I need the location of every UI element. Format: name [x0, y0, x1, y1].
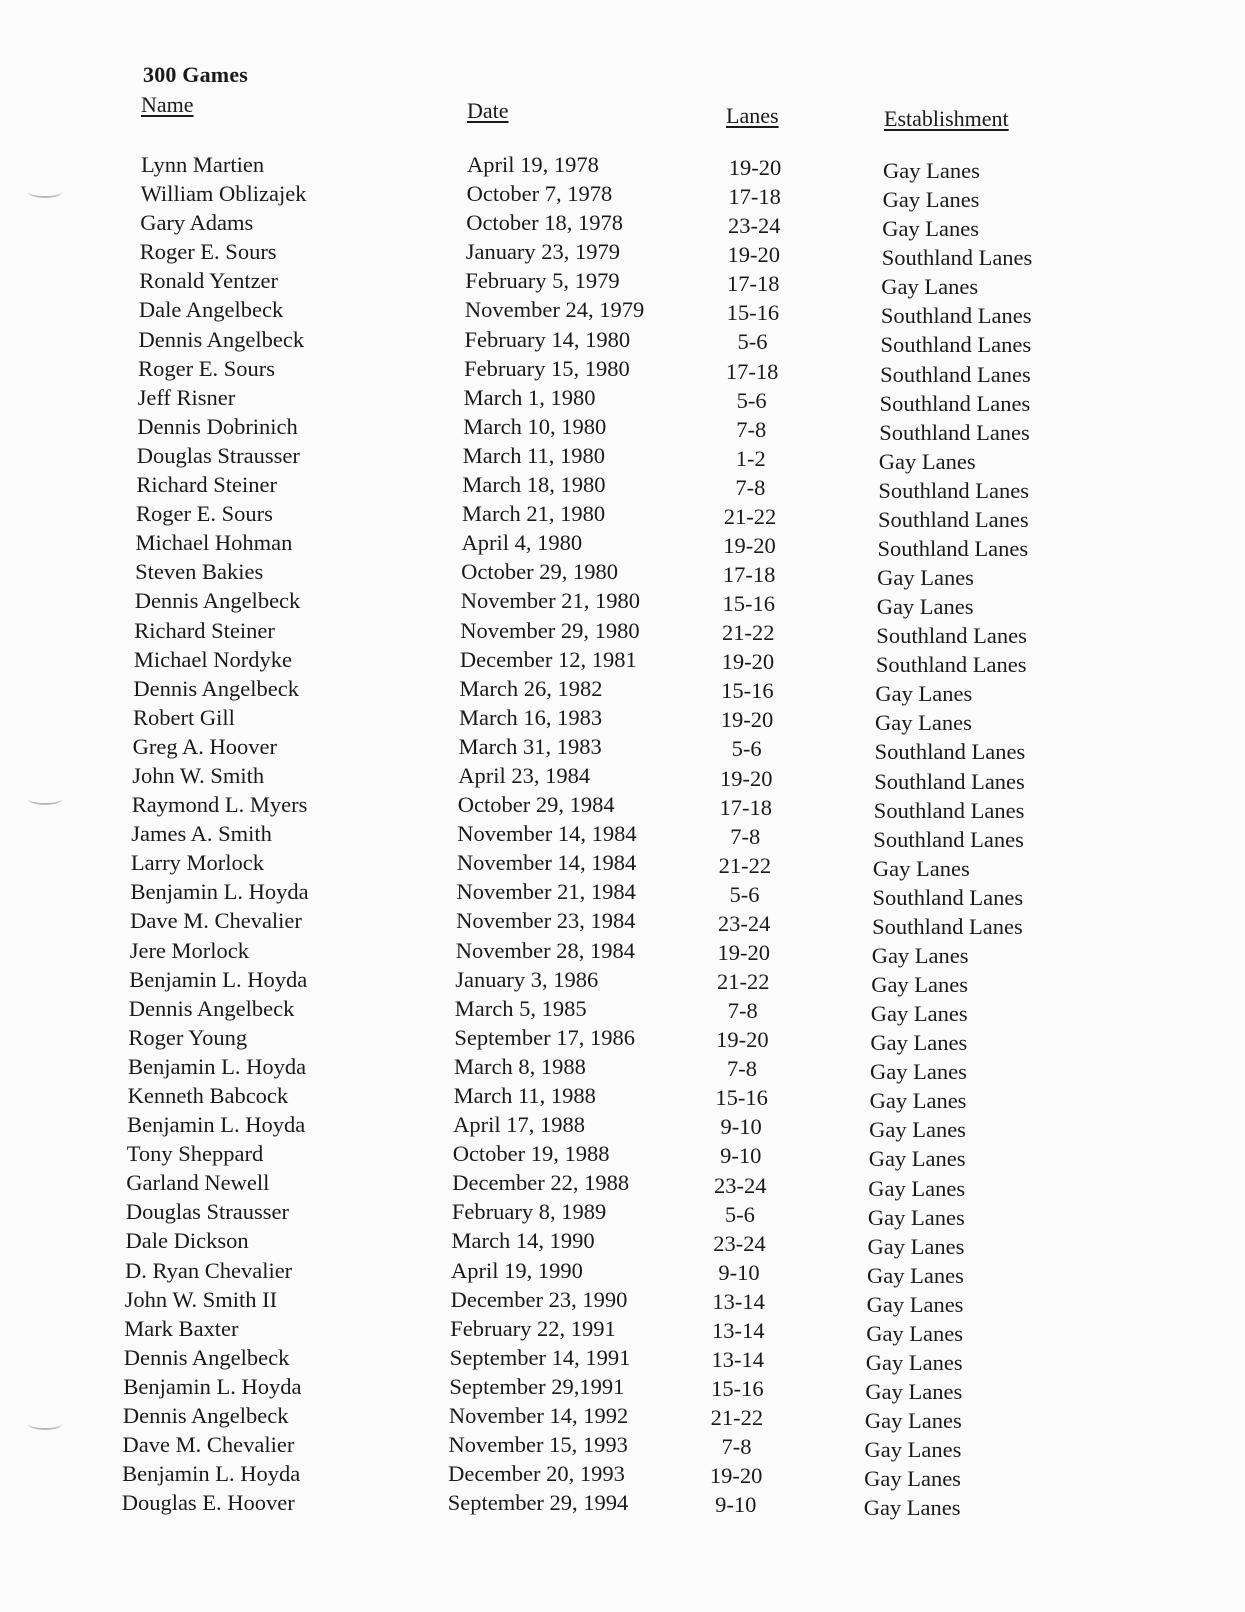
cell-establishment: Southland Lanes — [879, 390, 1031, 416]
cell-date: March 21, 1980 — [462, 501, 606, 527]
cell-name: Benjamin L. Hoyda — [129, 966, 308, 992]
table-row — [0, 354, 1242, 387]
table-row — [0, 732, 1237, 765]
cell-name: Benjamin L. Hoyda — [127, 1112, 306, 1138]
cell-name: Roger E. Sours — [138, 355, 275, 381]
cell-name: Lynn Martien — [141, 152, 265, 177]
cell-name: Roger Young — [128, 1024, 248, 1050]
cell-establishment: Gay Lanes — [865, 1350, 963, 1376]
cell-lanes: 7-8 — [727, 998, 758, 1024]
cell-lanes: 13-14 — [711, 1347, 765, 1373]
cell-name: Michael Hohman — [135, 530, 293, 556]
table-row — [0, 674, 1237, 707]
cell-name: Dave M. Chevalier — [122, 1432, 295, 1458]
cell-name: Mark Baxter — [124, 1315, 239, 1341]
cell-lanes: 19-20 — [709, 1463, 763, 1489]
cell-date: November 21, 1980 — [460, 588, 641, 614]
cell-name: Dennis Angelbeck — [128, 995, 295, 1021]
cell-establishment: Gay Lanes — [882, 216, 980, 242]
cell-lanes: 17-18 — [727, 271, 780, 297]
table-row — [0, 1430, 1227, 1463]
cell-name: William Oblizajek — [140, 181, 307, 207]
cell-establishment: Southland Lanes — [879, 419, 1030, 445]
cell-lanes: 7-8 — [727, 1056, 757, 1082]
table-row — [0, 1139, 1231, 1172]
column-header-lanes: Lanes — [726, 103, 779, 128]
table-row — [0, 412, 1241, 445]
table-row — [0, 528, 1240, 561]
cell-date: December 23, 1990 — [450, 1286, 628, 1312]
cell-establishment: Southland Lanes — [878, 506, 1029, 532]
cell-date: February 15, 1980 — [464, 355, 630, 381]
cell-establishment: Gay Lanes — [876, 594, 974, 620]
cell-establishment: Southland Lanes — [880, 361, 1031, 387]
table-row — [0, 1023, 1232, 1056]
cell-name: Benjamin L. Hoyda — [128, 1053, 307, 1079]
column-header-name: Name — [141, 92, 194, 117]
table-row — [0, 470, 1240, 503]
cell-date: March 11, 1988 — [453, 1083, 596, 1108]
table-row — [0, 208, 1244, 242]
cell-date: March 5, 1985 — [454, 995, 587, 1021]
cell-name: Benjamin L. Hoyda — [130, 879, 309, 905]
cell-name: John W. Smith II — [124, 1286, 278, 1312]
cell-date: October 19, 1988 — [452, 1141, 610, 1167]
cell-name: Dennis Angelbeck — [123, 1344, 290, 1370]
table-row — [0, 441, 1241, 474]
cell-lanes: 23-24 — [727, 213, 781, 239]
cell-lanes: 5-6 — [731, 736, 762, 762]
cell-date: October 29, 1984 — [457, 792, 615, 818]
table-row — [0, 1343, 1228, 1376]
cell-date: October 29, 1980 — [461, 559, 618, 585]
cell-establishment: Southland Lanes — [873, 826, 1024, 852]
cell-lanes: 15-16 — [722, 591, 775, 617]
cell-name: Roger E. Sours — [139, 239, 277, 265]
cell-date: September 17, 1986 — [454, 1024, 635, 1050]
cell-lanes: 17-18 — [728, 184, 781, 210]
cell-date: February 5, 1979 — [465, 268, 620, 294]
cell-date: November 23, 1984 — [456, 908, 636, 934]
cell-establishment: Gay Lanes — [875, 710, 972, 736]
table-row — [0, 1488, 1226, 1521]
cell-establishment: Gay Lanes — [878, 448, 976, 474]
cell-date: March 11, 1980 — [462, 442, 606, 468]
cell-date: February 14, 1980 — [464, 326, 631, 352]
cell-lanes: 5-6 — [736, 387, 767, 413]
games-table — [0, 150, 1245, 1521]
cell-name: John W. Smith — [132, 762, 265, 788]
cell-name: Garland Newell — [126, 1170, 270, 1196]
cell-name: Dale Angelbeck — [138, 297, 284, 323]
cell-establishment: Gay Lanes — [869, 1088, 967, 1114]
cell-lanes: 7-8 — [721, 1434, 752, 1460]
cell-lanes: 19-20 — [720, 707, 774, 733]
cell-establishment: Gay Lanes — [881, 274, 979, 300]
cell-date: December 20, 1993 — [448, 1461, 625, 1487]
cell-establishment: Gay Lanes — [883, 158, 980, 183]
cell-name: Douglas Strausser — [136, 442, 300, 468]
table-row — [0, 906, 1234, 939]
cell-lanes: 9-10 — [720, 1114, 762, 1140]
cell-lanes: 19-20 — [721, 649, 775, 675]
cell-lanes: 9-10 — [718, 1259, 760, 1285]
cell-date: September 29,1991 — [449, 1373, 625, 1399]
cell-date: November 28, 1984 — [455, 937, 636, 963]
cell-lanes: 21-22 — [723, 503, 777, 529]
table-row — [0, 1197, 1230, 1230]
cell-name: Greg A. Hoover — [132, 733, 277, 759]
cell-name: Dale Dickson — [125, 1228, 249, 1254]
cell-lanes: 19-20 — [727, 242, 780, 268]
cell-establishment: Gay Lanes — [864, 1437, 962, 1463]
cell-name: Dennis Angelbeck — [122, 1403, 289, 1429]
cell-lanes: 19-20 — [728, 155, 782, 180]
table-row — [0, 936, 1234, 969]
cell-date: February 8, 1989 — [451, 1199, 607, 1225]
cell-lanes: 5-6 — [724, 1201, 755, 1227]
table-row — [0, 1226, 1230, 1259]
cell-name: Benjamin L. Hoyda — [123, 1373, 302, 1399]
cell-establishment: Gay Lanes — [869, 1117, 966, 1143]
cell-name: Richard Steiner — [134, 617, 275, 643]
cell-lanes: 17-18 — [722, 562, 776, 587]
cell-date: October 18, 1978 — [466, 210, 624, 236]
cell-establishment: Gay Lanes — [870, 1030, 968, 1056]
cell-name: Steven Bakies — [135, 559, 264, 585]
cell-name: Dennis Angelbeck — [134, 588, 301, 614]
cell-name: D. Ryan Chevalier — [125, 1257, 293, 1283]
cell-establishment: Southland Lanes — [881, 245, 1033, 271]
cell-lanes: 7-8 — [735, 474, 766, 500]
cell-establishment: Gay Lanes — [882, 187, 980, 213]
cell-lanes: 21-22 — [722, 620, 775, 646]
cell-lanes: 13-14 — [711, 1317, 765, 1343]
cell-date: November 15, 1993 — [448, 1432, 628, 1458]
cell-date: April 23, 1984 — [458, 762, 591, 788]
cell-establishment: Gay Lanes — [870, 1001, 968, 1027]
table-row — [0, 1168, 1230, 1201]
cell-date: February 22, 1991 — [450, 1315, 616, 1341]
cell-establishment: Gay Lanes — [877, 565, 974, 590]
cell-name: Ronald Yentzer — [139, 268, 279, 294]
table-row — [0, 1081, 1232, 1114]
table-row — [0, 877, 1235, 910]
cell-lanes: 19-20 — [716, 1027, 769, 1053]
table-row — [0, 383, 1242, 416]
table-row — [0, 994, 1233, 1027]
cell-lanes: 7-8 — [730, 823, 761, 849]
cell-name: Gary Adams — [140, 210, 254, 236]
table-row — [0, 295, 1243, 329]
cell-establishment: Gay Lanes — [864, 1466, 961, 1492]
cell-lanes: 9-10 — [715, 1492, 757, 1518]
cell-lanes: 17-18 — [725, 358, 779, 384]
cell-date: December 22, 1988 — [452, 1170, 630, 1196]
cell-establishment: Gay Lanes — [871, 972, 969, 998]
cell-name: Benjamin L. Hoyda — [122, 1461, 301, 1487]
cell-lanes: 21-22 — [716, 969, 770, 995]
cell-name: Dave M. Chevalier — [130, 908, 302, 934]
table-row — [0, 179, 1245, 213]
table-row — [0, 266, 1243, 300]
cell-establishment: Gay Lanes — [863, 1495, 961, 1521]
table-row — [0, 325, 1243, 358]
cell-lanes: 21-22 — [718, 852, 772, 878]
cell-establishment: Southland Lanes — [874, 739, 1026, 765]
cell-name: Michael Nordyke — [133, 646, 292, 672]
cell-name: Larry Morlock — [130, 850, 264, 876]
cell-lanes: 5-6 — [729, 881, 760, 907]
table-row — [0, 761, 1236, 794]
cell-lanes: 23-24 — [714, 1172, 767, 1198]
cell-lanes: 19-20 — [723, 532, 776, 558]
cell-date: April 19, 1978 — [467, 152, 599, 177]
cell-date: March 31, 1983 — [458, 733, 602, 759]
table-row — [0, 790, 1236, 823]
cell-date: March 16, 1983 — [459, 704, 603, 730]
table-row — [0, 1110, 1231, 1143]
cell-establishment: Gay Lanes — [872, 855, 970, 881]
table-row — [0, 645, 1238, 678]
cell-establishment: Gay Lanes — [868, 1146, 966, 1172]
cell-date: April 19, 1990 — [451, 1257, 583, 1283]
cell-establishment: Southland Lanes — [875, 652, 1027, 678]
table-row — [0, 150, 1245, 183]
cell-date: April 17, 1988 — [453, 1112, 585, 1138]
cell-date: April 4, 1980 — [461, 530, 583, 556]
cell-name: Robert Gill — [133, 704, 235, 730]
cell-name: Roger E. Sours — [136, 501, 273, 527]
cell-date: September 14, 1991 — [449, 1344, 631, 1370]
cell-name: Douglas Strausser — [125, 1199, 290, 1225]
cell-lanes: 19-20 — [717, 940, 770, 966]
cell-date: November 14, 1984 — [457, 821, 637, 847]
table-row — [0, 819, 1235, 852]
cell-date: November 14, 1984 — [456, 850, 637, 876]
cell-lanes: 13-14 — [712, 1288, 765, 1314]
cell-establishment: Southland Lanes — [877, 535, 1029, 561]
cell-date: November 14, 1992 — [448, 1403, 629, 1429]
column-header-establishment: Establishment — [884, 106, 1009, 131]
cell-name: Kenneth Babcock — [127, 1083, 289, 1108]
table-row — [0, 1314, 1228, 1346]
cell-lanes: 15-16 — [721, 678, 774, 704]
cell-name: Raymond L. Myers — [131, 792, 308, 818]
cell-name: Richard Steiner — [136, 472, 277, 498]
cell-lanes: 15-16 — [711, 1376, 764, 1402]
cell-date: January 23, 1979 — [465, 239, 621, 265]
table-row — [0, 237, 1244, 271]
cell-establishment: Gay Lanes — [866, 1291, 964, 1317]
cell-name: Dennis Dobrinich — [137, 413, 298, 439]
cell-establishment: Gay Lanes — [867, 1204, 965, 1230]
cell-lanes: 23-24 — [717, 910, 771, 936]
table-row — [0, 1459, 1226, 1492]
cell-establishment: Southland Lanes — [873, 797, 1025, 823]
table-row — [0, 1052, 1232, 1085]
cell-date: March 18, 1980 — [462, 472, 606, 498]
cell-date: March 14, 1990 — [451, 1228, 595, 1254]
cell-establishment: Southland Lanes — [880, 303, 1032, 329]
cell-lanes: 19-20 — [719, 765, 773, 791]
cell-date: March 10, 1980 — [463, 413, 607, 439]
cell-establishment: Gay Lanes — [875, 681, 973, 707]
table-row — [0, 1401, 1227, 1434]
table-row — [0, 557, 1239, 590]
cell-date: March 26, 1982 — [459, 675, 603, 701]
cell-lanes: 21-22 — [710, 1405, 764, 1431]
page-title: 300 Games — [143, 62, 249, 87]
table-row — [0, 1372, 1227, 1405]
cell-lanes: 15-16 — [715, 1085, 768, 1111]
cell-establishment: Southland Lanes — [874, 768, 1025, 794]
cell-date: September 29, 1994 — [447, 1490, 629, 1516]
column-header-date: Date — [467, 98, 509, 123]
cell-establishment: Gay Lanes — [866, 1320, 964, 1346]
cell-establishment: Southland Lanes — [878, 477, 1030, 503]
cell-establishment: Gay Lanes — [864, 1408, 962, 1434]
cell-date: December 12, 1981 — [459, 646, 637, 672]
cell-lanes: 23-24 — [713, 1230, 766, 1256]
cell-name: Jere Morlock — [129, 937, 250, 963]
table-row — [0, 616, 1238, 649]
cell-lanes: 7-8 — [736, 416, 767, 442]
cell-date: November 21, 1984 — [456, 879, 636, 905]
cell-name: Dennis Angelbeck — [138, 326, 305, 352]
cell-date: November 24, 1979 — [464, 297, 645, 323]
cell-date: March 1, 1980 — [463, 384, 596, 410]
cell-establishment: Gay Lanes — [865, 1379, 963, 1405]
table-row — [0, 703, 1237, 736]
table-row — [0, 586, 1239, 620]
cell-date: March 8, 1988 — [454, 1053, 586, 1079]
cell-establishment: Gay Lanes — [870, 1059, 967, 1085]
cell-establishment: Southland Lanes — [880, 332, 1032, 358]
cell-name: Tony Sheppard — [126, 1141, 264, 1167]
cell-establishment: Gay Lanes — [867, 1233, 965, 1259]
cell-establishment: Gay Lanes — [867, 1262, 964, 1288]
cell-establishment: Gay Lanes — [871, 943, 969, 969]
cell-name: James A. Smith — [131, 821, 272, 847]
table-row — [0, 1285, 1229, 1317]
table-row — [0, 499, 1240, 532]
cell-name: Dennis Angelbeck — [133, 675, 299, 701]
cell-name: Douglas E. Hoover — [121, 1490, 295, 1516]
table-row — [0, 965, 1233, 998]
table-row — [0, 1256, 1229, 1288]
cell-establishment: Southland Lanes — [876, 623, 1027, 649]
cell-date: October 7, 1978 — [466, 181, 613, 207]
cell-lanes: 1-2 — [735, 445, 766, 471]
cell-establishment: Southland Lanes — [872, 913, 1023, 939]
cell-name: Jeff Risner — [137, 384, 236, 410]
cell-establishment: Gay Lanes — [868, 1175, 966, 1201]
cell-lanes: 15-16 — [726, 300, 780, 326]
cell-lanes: 9-10 — [720, 1143, 762, 1169]
cell-date: January 3, 1986 — [455, 966, 599, 992]
table-row — [0, 848, 1235, 881]
cell-date: November 29, 1980 — [460, 617, 640, 643]
cell-lanes: 17-18 — [719, 794, 773, 820]
cell-establishment: Southland Lanes — [872, 884, 1024, 910]
cell-lanes: 5-6 — [737, 329, 768, 355]
